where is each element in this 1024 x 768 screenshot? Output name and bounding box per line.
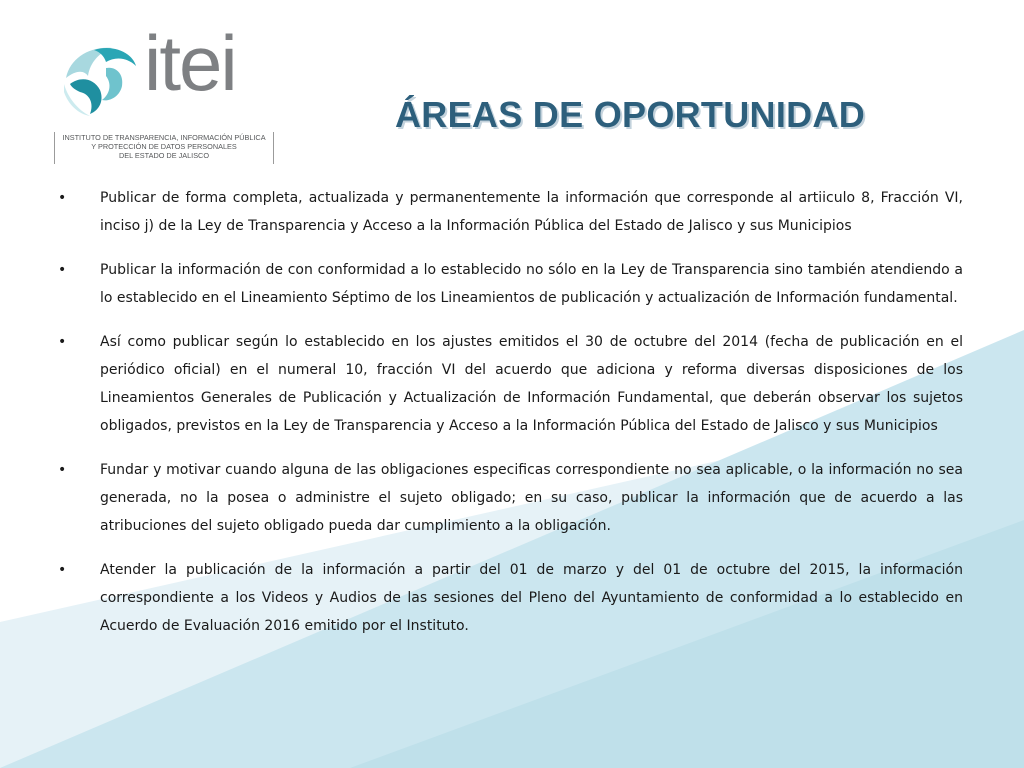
bullet-marker: • bbox=[58, 562, 67, 578]
list-item-text: Atender la publicación de la información a partir del 01 de marzo y del 01 de octubre del 2015, la información correspondiente a los Videos y Audios de las sesiones del Pleno del Ayuntamiento de conformidad a lo establecido en Acuerdo de Evaluación 2016 emitido por el Instituto. bbox=[100, 562, 963, 634]
list-item bbox=[58, 328, 963, 440]
itei-logo bbox=[52, 19, 282, 166]
logo-caption-line: Y PROTECCIÓN DE DATOS PERSONALES bbox=[91, 142, 237, 151]
list-item bbox=[58, 256, 963, 312]
list-item bbox=[58, 456, 963, 540]
logo-swirl-icon bbox=[60, 40, 140, 120]
list-item-text: Publicar de forma completa, actualizada y permanentemente la información que corresponde al artiiculo 8, Fracción VI, inciso j) de la Ley de Transparencia y Acceso a la Información Pública del Estado de Jalisco y sus Municipios bbox=[100, 190, 963, 234]
bullet-marker: • bbox=[58, 262, 67, 278]
logo-caption-line: DEL ESTADO DE JALISCO bbox=[118, 151, 210, 160]
logo-caption-line: INSTITUTO DE TRANSPARENCIA, INFORMACIÓN PÚBLICA bbox=[62, 133, 266, 142]
logo-wordmark: itei bbox=[144, 19, 236, 107]
list-item bbox=[58, 556, 963, 640]
list-item-text: Así como publicar según lo establecido en los ajustes emitidos el 30 de octubre del 2014 (fecha de publicación en el periódico oficial) en el numeral 10, fracción VI del acuerdo que adiciona y reforma diversas disposiciones de los Lineamientos Generales de Publicación y Actualización de Información Fundamental, que deberán observar los sujetos obligados, previstos en la Ley de Transparencia y Acceso a la Información Pública del Estado de Jalisco y sus Municipios bbox=[100, 334, 963, 434]
bullet-marker: • bbox=[58, 334, 67, 350]
logo-caption bbox=[54, 132, 274, 164]
bullet-marker: • bbox=[58, 462, 67, 478]
slide-title: ÁREAS DE OPORTUNIDAD bbox=[394, 94, 866, 135]
list-item-text: Fundar y motivar cuando alguna de las obligaciones especificas correspondiente no sea aplicable, o la información no sea generada, no la posea o administre el sujeto obligado; en su caso, publicar la información que de acuerdo a las atribuciones del sujeto obligado pueda dar cumplimiento a la obligación. bbox=[100, 462, 963, 534]
bullet-list bbox=[58, 184, 963, 656]
list-item-text: Publicar la información de con conformidad a lo establecido no sólo en la Ley de Transparencia sino también atendiendo a lo establecido en el Lineamiento Séptimo de los Lineamientos de publicación y actualización de Información fundamental. bbox=[100, 262, 963, 306]
list-item bbox=[58, 184, 963, 240]
bullet-marker: • bbox=[58, 190, 67, 206]
